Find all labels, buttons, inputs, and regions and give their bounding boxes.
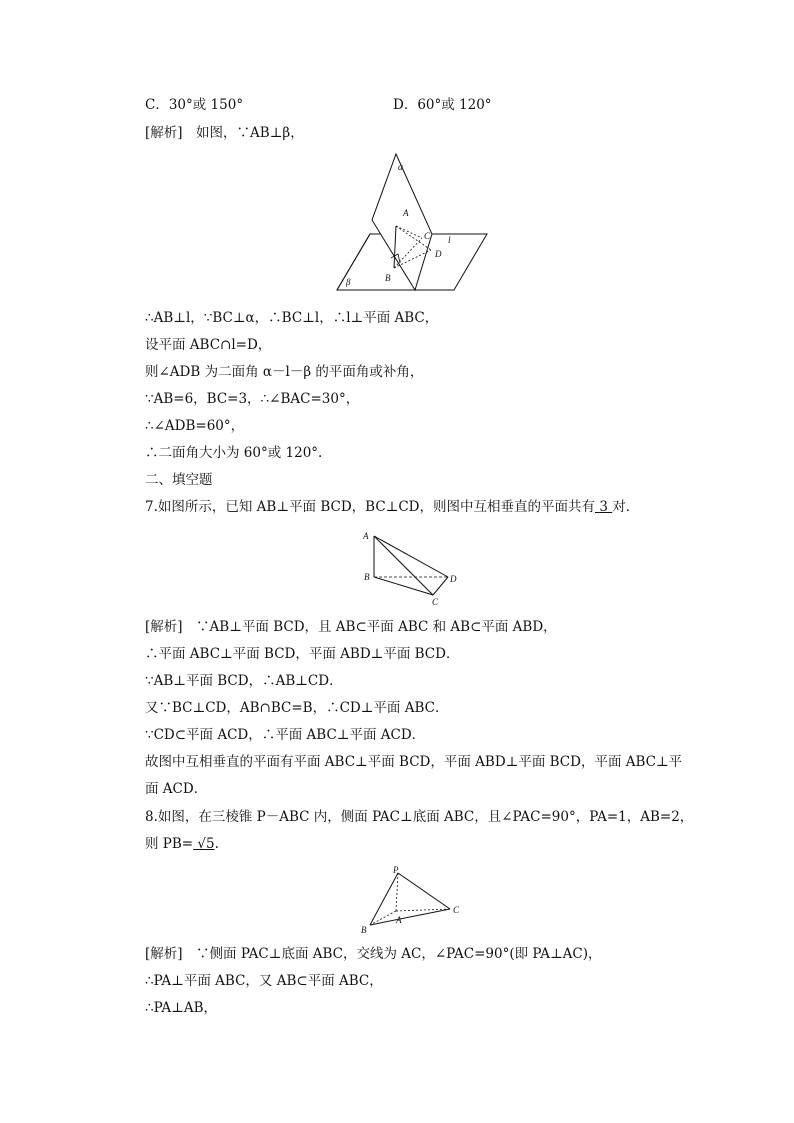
q7-line-1: [解析] ∵AB⊥平面 BCD，且 AB⊂平面 ABC 和 AB⊂平面 ABD， bbox=[145, 619, 557, 635]
label-p: P bbox=[393, 865, 399, 875]
q8-answer bbox=[193, 836, 215, 852]
label-a: A bbox=[403, 208, 409, 218]
label-beta: β bbox=[346, 277, 351, 287]
label-a: A bbox=[396, 915, 402, 925]
label-b: B bbox=[385, 273, 391, 283]
q8-stem-1: 8.如图，在三棱锥 P－ABC 内，侧面 PAC⊥底面 ABC，且∠PAC=90°，PA=1，AB=2， bbox=[145, 809, 694, 825]
section-heading: 二、填空题 bbox=[145, 472, 213, 488]
q6-line-4: ∵AB=6，BC=3，∴∠BAC=30°， bbox=[145, 391, 360, 407]
q8-line-2: ∴PA⊥平面 ABC，又 AB⊂平面 ABC， bbox=[145, 973, 383, 989]
q7-stem bbox=[145, 498, 639, 516]
label-d: D bbox=[450, 574, 457, 584]
q7-stem-pre: 7.如图所示，已知 AB⊥平面 BCD，BC⊥CD，则图中互相垂直的平面共有 bbox=[145, 499, 596, 515]
q7-line-4: 又∵BC⊥CD，AB∩BC=B，∴CD⊥平面 ABC． bbox=[145, 700, 449, 716]
q8-stem-2 bbox=[145, 835, 219, 853]
label-b: B bbox=[361, 925, 367, 935]
label-b: B bbox=[364, 572, 370, 582]
q8-line-3: ∴PA⊥AB， bbox=[145, 1000, 218, 1016]
q8-answer-value: √5 bbox=[197, 836, 215, 852]
q7-figure bbox=[360, 527, 462, 609]
q7-line-7: 面 ACD． bbox=[145, 781, 208, 797]
option-d: D．60°或 120° bbox=[393, 97, 492, 113]
q7-answer bbox=[595, 499, 612, 515]
q6-analysis-intro: [解析] 如图，∵AB⊥β， bbox=[145, 125, 304, 141]
q7-answer-value: 3 bbox=[599, 499, 608, 515]
option-c: C．30°或 150° bbox=[145, 97, 244, 113]
label-l: l bbox=[448, 235, 451, 245]
label-d: D bbox=[435, 249, 442, 259]
q6-line-2: 设平面 ABC∩l=D， bbox=[145, 337, 272, 353]
label-a: A bbox=[363, 531, 369, 541]
q8-line-1: [解析] ∵侧面 PAC⊥底面 ABC，交线为 AC，∠PAC=90°(即 PA⊥AC)， bbox=[145, 946, 602, 962]
q7-line-6: 故图中互相垂直的平面有平面 ABC⊥平面 BCD，平面 ABD⊥平面 BCD，平面 ABC⊥平 bbox=[145, 754, 683, 770]
q7-line-3: ∵AB⊥平面 BCD，∴AB⊥CD． bbox=[145, 673, 343, 689]
label-c: C bbox=[453, 905, 460, 915]
q6-line-5: ∴∠ADB=60°， bbox=[145, 418, 245, 434]
label-c: C bbox=[424, 231, 431, 241]
plane-alpha bbox=[372, 154, 432, 290]
q6-line-3: 则∠ADB 为二面角 α－l－β 的平面角或补角， bbox=[145, 364, 424, 380]
q7-line-5: ∵CD⊂平面 ACD，∴平面 ABC⊥平面 ACD． bbox=[145, 727, 426, 743]
q6-figure bbox=[330, 150, 495, 298]
q8-stem-pre: 则 PB= bbox=[145, 836, 194, 852]
q7-line-2: ∴平面 ABC⊥平面 BCD，平面 ABD⊥平面 BCD． bbox=[145, 646, 460, 662]
q6-line-1: ∴AB⊥l，∵BC⊥α，∴BC⊥l，∴l⊥平面 ABC， bbox=[145, 310, 439, 326]
q8-stem-post: . bbox=[214, 836, 219, 852]
label-c: C bbox=[432, 597, 439, 607]
q8-figure bbox=[358, 863, 468, 937]
q7-stem-post: 对． bbox=[612, 499, 640, 515]
q6-line-6: ∴二面角大小为 60°或 120°. bbox=[145, 445, 323, 461]
label-alpha: α bbox=[398, 162, 403, 172]
